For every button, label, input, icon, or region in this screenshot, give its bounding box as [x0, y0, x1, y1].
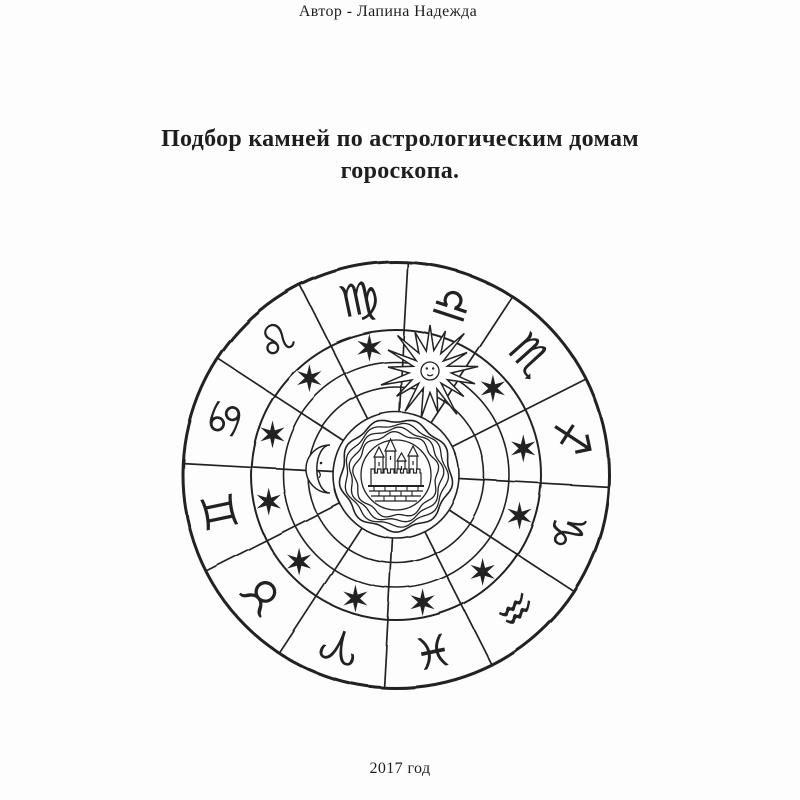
- taurus-figure-icon: ♉: [230, 562, 295, 627]
- aries-figure-icon: ♈: [313, 614, 367, 676]
- six-pointed-star-icon: [507, 502, 531, 530]
- zodiac-segment-scorpio: [481, 324, 562, 402]
- scorpio-figure-icon: ♏: [497, 323, 562, 388]
- six-pointed-star-icon: [471, 558, 495, 586]
- zodiac-segment-gemini: [192, 487, 281, 536]
- virgo-figure-icon: ♍: [334, 270, 384, 329]
- aquarius-figure-icon: ♒: [483, 576, 548, 641]
- segment-divider-line: [459, 479, 609, 487]
- zodiac-segment-taurus: [230, 548, 311, 626]
- six-pointed-star-icon: [297, 364, 321, 392]
- zodiac-segment-libra: [425, 275, 478, 336]
- zodiac-segment-sagittarius: [511, 414, 600, 463]
- sagittarius-figure-icon: ♐: [542, 413, 601, 463]
- zodiac-segment-leo: [245, 309, 322, 392]
- author-line: Автор - Лапина Надежда: [298, 3, 478, 20]
- zodiac-segment-virgo: [335, 271, 384, 362]
- six-pointed-star-icon: [257, 488, 281, 516]
- six-pointed-star-icon: [287, 548, 311, 576]
- cancer-figure-icon: ♋: [195, 392, 257, 446]
- leo-figure-icon: ♌: [244, 309, 309, 374]
- six-pointed-star-icon: [357, 334, 381, 362]
- title-line-2: гороскопа.: [340, 158, 460, 184]
- crescent-moon-icon: [306, 445, 330, 493]
- title-line-1: Подбор камней по астрологическим домам: [161, 126, 639, 152]
- zodiac-segment-aquarius: [471, 558, 548, 641]
- capricorn-figure-icon: ♑: [535, 504, 597, 558]
- libra-figure-icon: ♎: [425, 274, 479, 336]
- pisces-figure-icon: ♓: [408, 621, 458, 680]
- zodiac-segment-pisces: [408, 588, 457, 679]
- six-pointed-star-icon: [260, 420, 284, 448]
- six-pointed-star-icon: [511, 434, 535, 462]
- six-pointed-star-icon: [481, 374, 505, 402]
- segment-divider-line: [384, 538, 392, 688]
- six-pointed-star-icon: [343, 585, 367, 613]
- zodiac-segment-aries: [313, 585, 367, 676]
- gemini-figure-icon: ♊: [191, 487, 250, 537]
- six-pointed-star-icon: [411, 588, 435, 616]
- footer-year: 2017 год: [369, 760, 431, 777]
